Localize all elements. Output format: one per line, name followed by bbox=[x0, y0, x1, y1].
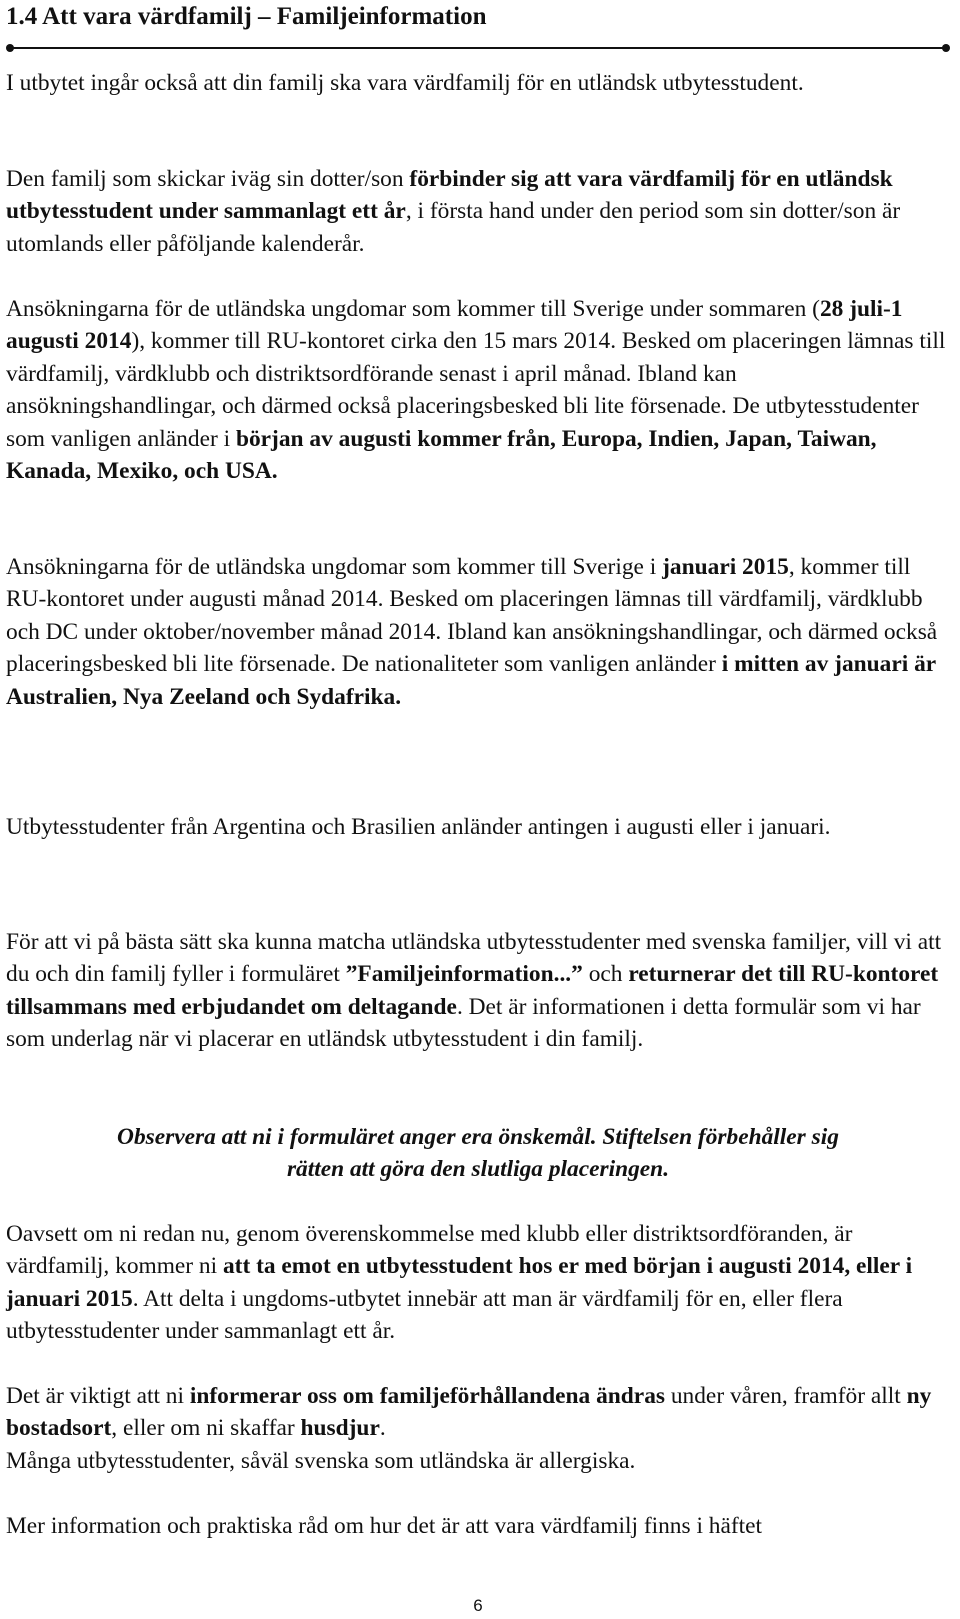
allergy-paragraph: Många utbytesstudenter, såväl svenska som utländska är allergiska. bbox=[6, 1448, 636, 1474]
divider-right-dot bbox=[942, 44, 950, 52]
bold-run: informerar oss om familjeförhållandena ändras bbox=[189, 1383, 665, 1409]
placement-note bbox=[6, 1121, 950, 1185]
placement-note-line-2: rätten att göra den slutliga placeringen. bbox=[286, 1156, 670, 1182]
inform-changes-paragraph bbox=[6, 1380, 950, 1445]
bold-run: i mitten av januari är Australien, Nya Zeeland och Sydafrika. bbox=[6, 651, 936, 710]
bold-run: att ta emot en utbytesstudent hos er med början i augusti 2014, eller i januari 2015 bbox=[6, 1253, 913, 1312]
intro-paragraph: I utbytet ingår också att din familj ska vara värdfamilj för en utländsk utbytesstudent. bbox=[6, 70, 804, 96]
bold-run: förbinder sig att vara värdfamilj för en utländsk utbytesstudent under sammanlagt ett år bbox=[6, 166, 893, 225]
text-run: , kommer till RU-kontoret under augusti månad 2014. Besked om placeringen lämnas till värdfamilj, värdklubb och DC under oktober/november månad 2014. Ibland kan ansökningshandlingar, och därmed också placeringsbesked bli lite försenade. De nationaliteter som vanligen anländer bbox=[6, 554, 938, 678]
more-information-paragraph: Mer information och praktiska råd om hur det är att vara värdfamilj finns i häftet bbox=[6, 1513, 763, 1539]
text-run: och bbox=[582, 961, 629, 988]
text-run: ), kommer till RU-kontoret cirka den 15 mars 2014. Besked om placeringen lämnas till värdfamilj, värdklubb och distriktsordförande senast i april månad. Ibland kan ansökningshandlingar, och därmed också placeringsbesked bli lite försenade. De utbytesstudenter som vanligen anländer i bbox=[6, 328, 946, 452]
text-run: , eller om ni skaffar bbox=[111, 1415, 301, 1442]
summer-arrivals-paragraph bbox=[6, 293, 950, 487]
text-run: . Att delta i ungdoms-utbytet innebär att man är värdfamilj för en, eller flera utbytesstudenter under sammanlagt ett år. bbox=[6, 1285, 843, 1345]
text-run: För att vi på bästa sätt ska kunna matcha utländska utbytesstudenter med svenska familjer, vill vi att du och din familj fyller i formuläret bbox=[6, 929, 942, 988]
text-run: under våren, framför allt bbox=[665, 1383, 907, 1409]
page-number: 6 bbox=[473, 1596, 483, 1615]
family-info-form-paragraph bbox=[6, 926, 950, 1056]
bold-run: returnerar det till RU-kontoret tillsammans med erbjudandet om deltagande bbox=[6, 961, 939, 1020]
hosting-obligation-paragraph bbox=[6, 1218, 950, 1348]
text-run: Den familj som skickar iväg sin dotter/son bbox=[6, 166, 410, 192]
text-run: Ansökningarna för de utländska ungdomar som kommer till Sverige under sommaren ( bbox=[6, 296, 820, 322]
placement-note-line-1: Observera att ni i formuläret anger era önskemål. Stiftelsen förbehåller sig bbox=[117, 1124, 839, 1150]
bold-run: 28 juli-1 augusti 2014 bbox=[6, 296, 903, 355]
text-run: Oavsett om ni redan nu, genom överenskommelse med klubb eller distriktsordföranden, är värdfamilj, kommer ni bbox=[6, 1221, 853, 1280]
host-commitment-paragraph bbox=[6, 163, 950, 260]
bold-run: husdjur bbox=[300, 1415, 380, 1442]
text-run: Det är viktigt att ni bbox=[6, 1383, 190, 1409]
text-run: . Det är informationen i detta formulär som vi har som underlag när vi placerar en utländsk utbytesstudent i din familj. bbox=[6, 993, 921, 1053]
january-arrivals-paragraph bbox=[6, 551, 950, 713]
text-run: , i första hand under den period som sin dotter/son är utomlands eller påföljande kalenderår. bbox=[6, 198, 901, 257]
bold-run: ”Familjeinformation...” bbox=[345, 961, 583, 988]
section-heading: 1.4 Att vara värdfamilj – Familjeinformation bbox=[6, 3, 487, 30]
heading-divider bbox=[6, 44, 950, 52]
divider-line bbox=[10, 47, 946, 49]
document-page bbox=[6, 0, 956, 1619]
bold-run: början av augusti kommer från, Europa, Indien, Japan, Taiwan, Kanada, Mexiko, och USA. bbox=[6, 425, 877, 485]
text-run: Ansökningarna för de utländska ungdomar som kommer till Sverige i bbox=[6, 554, 663, 580]
south-america-paragraph: Utbytesstudenter från Argentina och Brasilien anländer antingen i augusti eller i januari. bbox=[6, 814, 831, 840]
text-run: . bbox=[379, 1415, 386, 1442]
bold-run: januari 2015 bbox=[662, 554, 789, 580]
bold-run: ny bostadsort bbox=[6, 1383, 932, 1442]
